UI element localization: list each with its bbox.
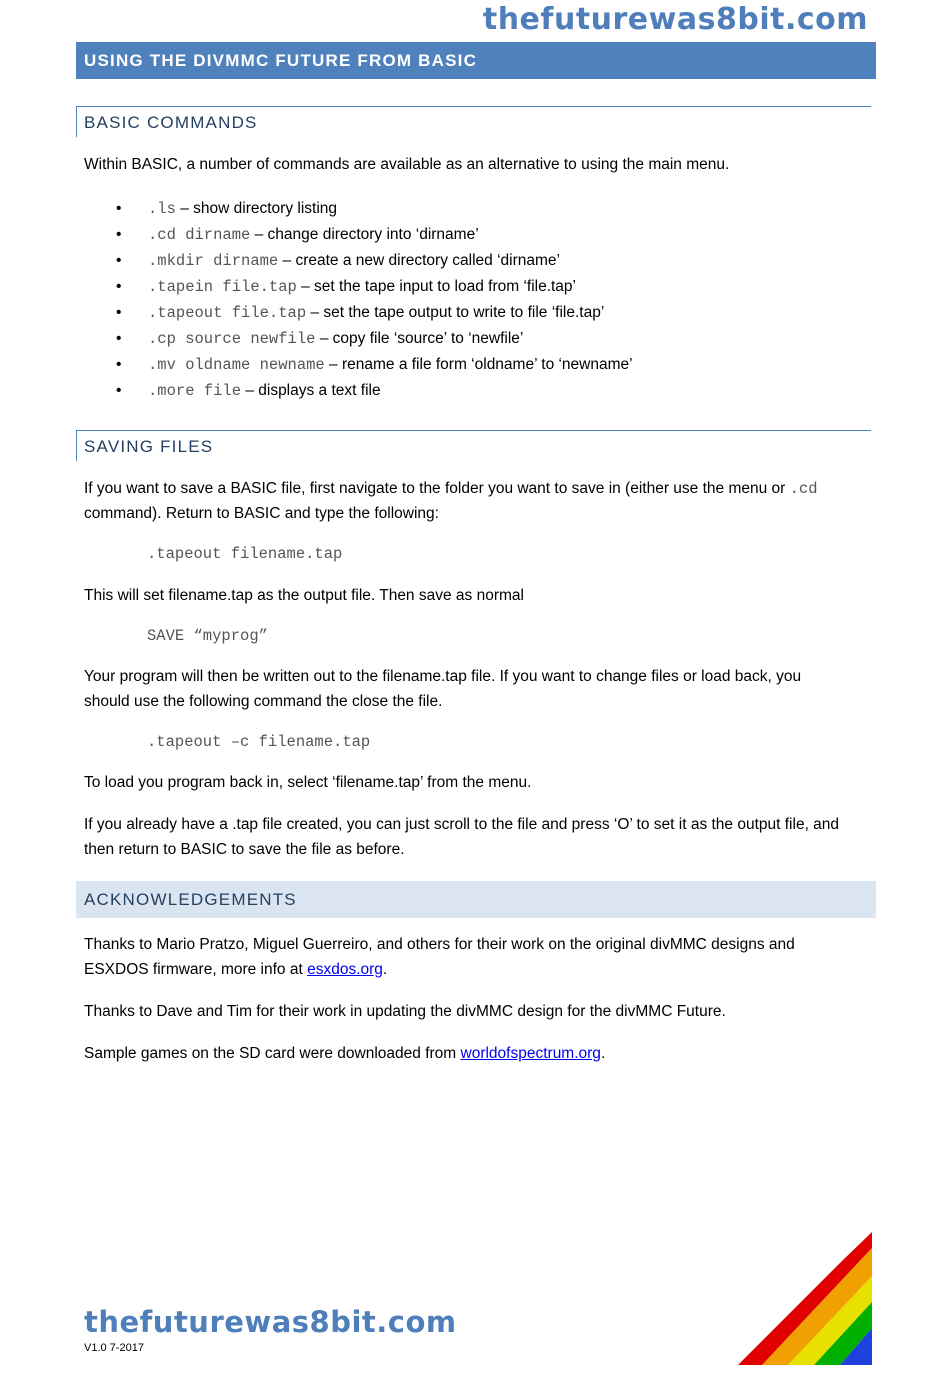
command-description: – copy file ‘source’ to ‘newfile’ (315, 330, 524, 347)
command-item (84, 196, 633, 222)
saving-p1-text-2: command). Return to BASIC and type the following: (84, 504, 439, 522)
command-code: .mv oldname newname (148, 356, 325, 374)
bullet-icon: • (116, 278, 122, 295)
command-code: .ls (148, 200, 176, 218)
saving-p1-text: If you want to save a BASIC file, first navigate to the folder you want to save in (either use the menu or (84, 480, 790, 497)
command-description: – change directory into ‘dirname’ (250, 226, 479, 243)
command-item (84, 222, 633, 248)
command-description: – set the tape output to write to file ‘file.tap’ (306, 304, 605, 321)
page-title: USING THE DIVMMC FUTURE FROM BASIC (76, 42, 876, 79)
command-description: – set the tape input to load from ‘file.tap’ (296, 278, 576, 295)
ack-p3-period: . (600, 1045, 606, 1062)
rainbow-stripes-icon (738, 1232, 876, 1367)
saving-p5-text-2: then return to BASIC to save the file as before. (84, 840, 405, 858)
ack-paragraph-1 (84, 933, 874, 982)
ack-p1-text: Thanks to Mario Pratzo, Miguel Guerreiro, and others for their work on the original divMMC designs and (84, 936, 795, 953)
ack-paragraph-2: Thanks to Dave and Tim for their work in updating the divMMC design for the divMMC Future. (84, 1003, 726, 1020)
command-list (84, 196, 633, 404)
saving-paragraph-2: This will set filename.tap as the output file. Then save as normal (84, 587, 524, 604)
command-description: – create a new directory called ‘dirname’ (278, 252, 560, 269)
saving-p3-text-2: should use the following command the close the file. (84, 692, 443, 710)
command-item (84, 274, 633, 300)
bullet-icon: • (116, 356, 122, 373)
code-save: SAVE “myprog” (147, 627, 268, 645)
saving-p1-code: .cd (789, 480, 818, 498)
worldofspectrum-link[interactable]: worldofspectrum.org (460, 1045, 601, 1062)
brand-footer-logo: thefuturewas8bit.com (84, 1305, 457, 1339)
command-code: .tapeout file.tap (148, 304, 307, 322)
command-item (84, 248, 633, 274)
bullet-icon: • (116, 226, 122, 243)
basic-commands-intro: Within BASIC, a number of commands are available as an alternative to using the main menu. (84, 156, 730, 173)
bullet-icon: • (116, 382, 122, 399)
command-description: – show directory listing (175, 200, 337, 217)
command-item (84, 300, 633, 326)
command-code: .cp source newfile (148, 330, 316, 348)
command-code: .more file (148, 382, 242, 400)
ack-p1-period: . (382, 960, 388, 978)
command-item (84, 378, 633, 404)
ack-p1-text-2: ESXDOS firmware, more info at (84, 960, 308, 978)
ack-p3-text: Sample games on the SD card were downloaded from (84, 1045, 461, 1062)
version-label: V1.0 7-2017 (84, 1342, 144, 1354)
saving-p5-text: If you already have a .tap file created, you can just scroll to the file and press ‘O’ to set it as the output file, and (84, 816, 840, 833)
command-item (84, 352, 633, 378)
command-code: .tapein file.tap (148, 278, 297, 296)
command-code: .mkdir dirname (148, 252, 279, 270)
saving-p3-text: Your program will then be written out to the filename.tap file. If you want to change files or load back, you (84, 668, 802, 685)
saving-paragraph-4: To load you program back in, select ‘filename.tap’ from the menu. (84, 774, 532, 791)
bullet-icon: • (116, 252, 122, 269)
command-code: .cd dirname (148, 226, 251, 244)
basic-commands-heading: BASIC COMMANDS (76, 106, 871, 137)
esxdos-link[interactable]: esxdos.org (307, 960, 383, 978)
ack-paragraph-3 (84, 1042, 874, 1067)
acknowledgements-heading: ACKNOWLEDGEMENTS (76, 881, 876, 918)
bullet-icon: • (116, 200, 122, 217)
saving-paragraph-3 (84, 665, 874, 714)
bullet-icon: • (116, 304, 122, 321)
saving-paragraph-5 (84, 813, 874, 862)
bullet-icon: • (116, 330, 122, 347)
brand-header-logo: thefuturewas8bit.com (482, 2, 868, 37)
command-description: – rename a file form ‘oldname’ to ‘newname’ (324, 356, 633, 373)
code-tapeout-close: .tapeout –c filename.tap (147, 733, 371, 751)
saving-paragraph-1 (84, 477, 874, 526)
command-description: – displays a text file (241, 382, 381, 399)
code-tapeout: .tapeout filename.tap (147, 545, 343, 563)
command-item (84, 326, 633, 352)
saving-files-heading: SAVING FILES (76, 430, 871, 461)
